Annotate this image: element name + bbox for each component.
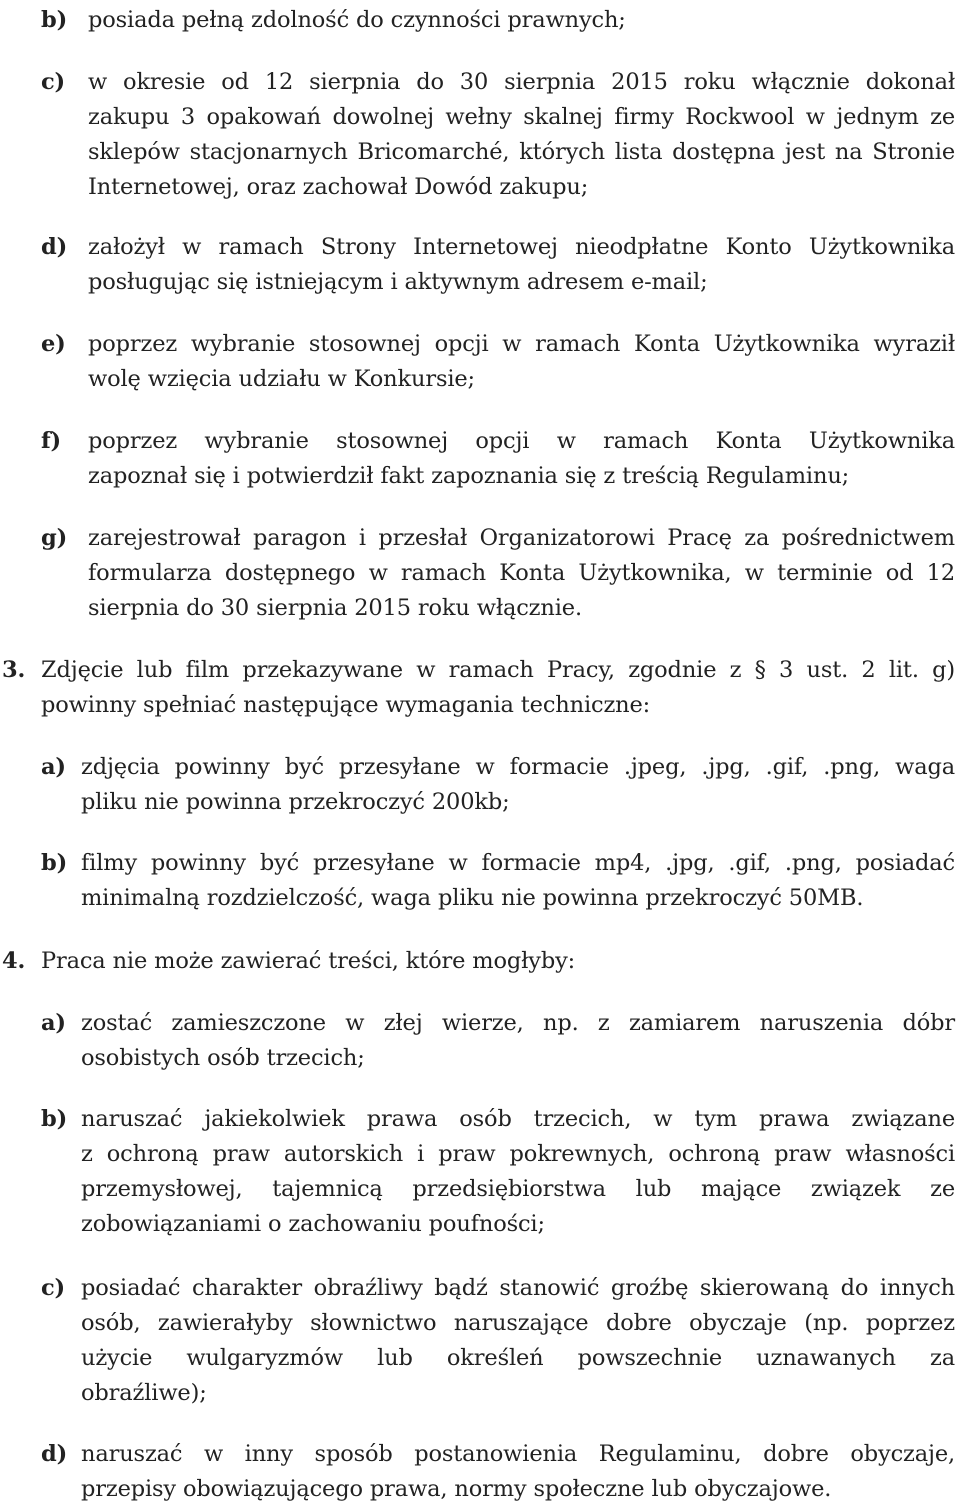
- list-line: zapoznał się i potwierdził fakt zapoznania się z treścią Regulaminu;: [88, 463, 850, 489]
- section-4-label-c: c): [41, 1275, 66, 1301]
- list-line: minimalną rozdzielczość, waga pliku nie powinna przekroczyć 50MB.: [81, 885, 864, 911]
- list-line: formularza dostępnego w ramach Konta Użytkownika, w terminie od 12: [88, 560, 955, 586]
- list-item-g: [0, 521, 960, 626]
- list-item-e: [0, 327, 960, 397]
- list-text-b: [88, 3, 955, 38]
- section-4-text-d: [81, 1437, 955, 1507]
- list-line: sklepów stacjonarnych Bricomarché, których lista dostępna jest na Stronie: [88, 139, 955, 165]
- list-label-b: b): [41, 7, 68, 33]
- section-3-label-b: b): [41, 850, 68, 876]
- list-line: przemysłowej, tajemnicą przedsiębiorstwa lub mające związek ze: [81, 1176, 955, 1202]
- list-line: posługując się istniejącym i aktywnym adresem e-mail;: [88, 269, 708, 295]
- section-4-item-a: [0, 1006, 960, 1076]
- section-4-label-b: b): [41, 1106, 68, 1132]
- list-item-d: [0, 230, 960, 300]
- list-label-f: f): [41, 428, 62, 454]
- list-line: użycie wulgaryzmów lub określeń powszechnie uznawanych za: [81, 1345, 955, 1371]
- list-line: w okresie od 12 sierpnia do 30 sierpnia 2015 roku włącznie dokonał: [88, 69, 955, 95]
- list-line: obraźliwe);: [81, 1380, 207, 1406]
- list-line: naruszać jakiekolwiek prawa osób trzecich, w tym prawa związane: [81, 1106, 955, 1132]
- list-label-g: g): [41, 525, 68, 551]
- list-item-b: [0, 3, 960, 38]
- list-line: Internetowej, oraz zachował Dowód zakupu;: [88, 174, 589, 200]
- section-line: Praca nie może zawierać treści, które mogłyby:: [41, 948, 576, 974]
- list-line: przepisy obowiązującego prawa, normy społeczne lub obyczajowe.: [81, 1476, 832, 1502]
- list-line: wolę wzięcia udziału w Konkursie;: [88, 366, 475, 392]
- section-number-3: 3.: [2, 657, 26, 683]
- section-3-text: [41, 653, 955, 723]
- list-text-c: [88, 65, 955, 205]
- section-line: powinny spełniać następujące wymagania techniczne:: [41, 692, 651, 718]
- list-line: osobistych osób trzecich;: [81, 1045, 365, 1071]
- section-4-item-c: [0, 1271, 960, 1411]
- section-4-text-a: [81, 1006, 955, 1076]
- list-line: osób, zawierałyby słownictwo naruszające dobre obyczaje (np. poprzez: [81, 1310, 955, 1336]
- list-line: zostać zamieszczone w złej wierze, np. z zamiarem naruszenia dóbr: [81, 1010, 955, 1036]
- list-text-e: [88, 327, 955, 397]
- section-4-label-a: a): [41, 1010, 66, 1036]
- list-label-e: e): [41, 331, 66, 357]
- list-line: zarejestrował paragon i przesłał Organizatorowi Pracę za pośrednictwem: [88, 525, 955, 551]
- list-line: posiadać charakter obraźliwy bądź stanowić groźbę skierowaną do innych: [81, 1275, 955, 1301]
- list-text-g: [88, 521, 955, 626]
- list-line: filmy powinny być przesyłane w formacie mp4, .jpg, .gif, .png, posiadać: [81, 850, 955, 876]
- list-item-f: [0, 424, 960, 494]
- list-line: zakupu 3 opakowań dowolnej wełny skalnej firmy Rockwool w jednym ze: [88, 104, 955, 130]
- section-4-label-d: d): [41, 1441, 68, 1467]
- list-line: zdjęcia powinny być przesyłane w formacie .jpeg, .jpg, .gif, .png, waga: [81, 754, 955, 780]
- list-text-f: [88, 424, 955, 494]
- list-label-d: d): [41, 234, 68, 260]
- section-line: Zdjęcie lub film przekazywane w ramach Pracy, zgodnie z § 3 ust. 2 lit. g): [41, 657, 955, 683]
- list-text-d: [88, 230, 955, 300]
- list-line: posiada pełną zdolność do czynności prawnych;: [88, 7, 626, 33]
- section-3: [0, 653, 960, 723]
- list-line: poprzez wybranie stosownej opcji w ramach Konta Użytkownika: [88, 428, 955, 454]
- section-4-text: [41, 944, 955, 979]
- section-3-label-a: a): [41, 754, 66, 780]
- section-4-item-d: [0, 1437, 960, 1507]
- section-3-text-a: [81, 750, 955, 820]
- list-line: naruszać w inny sposób postanowienia Regulaminu, dobre obyczaje,: [81, 1441, 955, 1467]
- section-number-4: 4.: [2, 948, 26, 974]
- list-line: z ochroną praw autorskich i praw pokrewnych, ochroną praw własności: [81, 1141, 955, 1167]
- list-label-c: c): [41, 69, 66, 95]
- section-3-text-b: [81, 846, 955, 916]
- list-line: pliku nie powinna przekroczyć 200kb;: [81, 789, 510, 815]
- section-3-item-b: [0, 846, 960, 916]
- section-4: [0, 944, 960, 979]
- list-line: poprzez wybranie stosownej opcji w ramach Konta Użytkownika wyraził: [88, 331, 955, 357]
- section-4-text-b: [81, 1102, 955, 1242]
- section-3-item-a: [0, 750, 960, 820]
- section-4-text-c: [81, 1271, 955, 1411]
- list-item-c: [0, 65, 960, 205]
- list-line: założył w ramach Strony Internetowej nieodpłatne Konto Użytkownika: [88, 234, 955, 260]
- section-4-item-b: [0, 1102, 960, 1242]
- list-line: zobowiązaniami o zachowaniu poufności;: [81, 1211, 545, 1237]
- list-line: sierpnia do 30 sierpnia 2015 roku włącznie.: [88, 595, 582, 621]
